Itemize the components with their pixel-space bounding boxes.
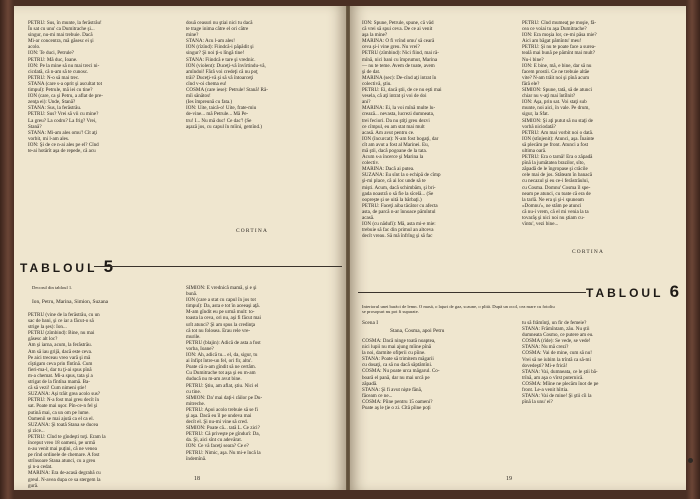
decor-note: Interiorul unei barăci de lemn. O masă, o laţuri de gaz, scaune, o plită. După un ocol, cea mare cu fotoliu se prosopuri nu pot fi suparate. [362, 304, 555, 315]
cortina-label: CORTINA [572, 249, 605, 255]
character-list: Ion, Petru, Marina, Simion, Suzana [32, 299, 109, 305]
page-number: 19 [506, 476, 512, 482]
dialogue-text: COSMA: Dacă ninge toată noaptea, nici lupii nu mai ajung mîine pînă la noi, darmite ofiţerii cu pîine. STANA: Poate să trimitem măgarii cu dosaţi, ca să nu dacă săptămîni. COSMA: Nu poate urca măgarul. Co- boară el pană, dar nu mai urcă pe zăpadă. STANA: Şi fi avut nişte fănă, făceam ce ne... COSMA: Pîine pentru 15 oameni? Poate aş le ţie o zi. Cîtă pîine poţi [362, 338, 440, 412]
tablou-heading [20, 257, 113, 277]
left-page [14, 6, 346, 490]
dialogue-text: PETRU: Cînd mumeaţ pe moşie, fă- cea ce voiai tu aşa Dumitrache? ION: Era moşia lor, ce-mi păsa mie? Aici am băgat pămîntu' meu! PETRU: Şi nu te poate face a surea- teală mai bună pe pămînt mai mult? Nu-i bine? ION: E bine, mă, e bine, dar să nu facem prostii. Ce ne trebuie altăe vite? N-am trăit noi şi pînă acum fără ele? SIMION: Spune, tată, să de atunci chiar nu v-aţi mai întîlnit? ION: Aşa, prin sat. Voi staţi sub munte, noi aici, în vale. Pe drum, sigur, la Sfat. SIMION: Şi aţi putut să nu staţi de vorbă niciodată? PETRU: Am mai vorbit noi o dată. ION (stînjenit): Atunci, aşa. Înainte să plecăm pe front. Atunci a fost ultima oară. PETRU: Era o tarnă! Era o zăpadă pînă la jumătatea brazilor, sîto, zăpadă de le îngropase şi crăcile cele mai de jos. Stăteam în banacă cu necazul şi eu ce-i ferăstrăului, cu Cosma. Domnu' Cosma îl spe- neam pe atunci, cu toate că era de la tarlă. Ne era şi şi-i spuneam «Domnu'», ne stăm pe atunci că nu-i vrem, că el mi venia la ta tovarăş şi nici noi nu ştiam cu- vîntu', vezi bine... [522, 20, 597, 228]
tablou-word: TABLOUL [20, 261, 98, 275]
tablou-heading [586, 282, 679, 302]
right-page-column-1-top [362, 20, 514, 239]
left-page-column-2-top [186, 20, 336, 130]
left-page-column-2-bottom [186, 285, 336, 462]
character-list: Stana, Cosma, apoi Petru [390, 328, 445, 334]
dialogue-text: ION: Spune, Petrule, spune, că văd că vrei să spui ceva. De ce ai venit aşa la mine? MARINA: O fi vrînd omu' să ceară ceva şi-i vine greu. Nu vrei? PETRU (zîmbind): Nici fiind, mai ră- mînă, nici bani cu împrumut, Marina — nu te teme. Avem de toate, avem şi de dat. MARINA (sec): De-cînd aţi intrat în colectivă, ştiu. PETRU: Ei, dacă ştii, de ce nu eşti mai vesela, că aţi intrat şi voi de doi ani? MARINA: Ei, la voi mînă multe lu- crează... nevasta, lucrezi dumneata, trei feciori. Da nu ştiţi greu dezvi ce cîmpul, eu am stat mai mult acasă. Am avut pentru ce. ION (încurcat): N-am fost bogaţi, dar cît am avut a fost al Marinei. Eu, mă ştii, dacă pogoane de la tata. Acum s-a încerce şi Marina la colectiv. MARINA: Dacă ai putea. SUZANA: Eu sînt la o echipă de cîmp şi-mi place, că ai loc unde să te mişti. Acum, dacă schimbăm, şi bri- gada noastră o să fie la sîcelă... (Se oopreşte şi se uită la bărbaţi.) PETRU: Faceţi aiba tăcător cu afecta asta, de parcă n-ar înnoace pămîntul acasă. ION (cu nădufi): Mă, asta mi-e mie: trebuie să fac din primul an altceva decît vreau. Să mă înfrîng şi să fac [362, 20, 442, 240]
dialogue-text: PETRU (vine de la ferăstrău, cu un sac de bani, şi ce iar a făcut-o să strige la şes): Ion... PETRU (zîmbind): Bine, nu mai găsesc alt loc? Am şi iarna, acum, la ferăstrău. Am să iau grijă, dacă este ceva. Pe aici treceau vreo vară şi mă cîştigam ceva prin fîntînă. Cum fieri-ma-l, dar tu ţi-ai spus pînă m-a chemat. Mi-a spus, tata şi a strigat de la fîntîna mamă. Ba- că să vezi! Cum nimeni ştie! SUZANA: Aşi trăit grea acolo sus? PETRU: N-a fost mai greu decît în sat. Poate mai uşor. Pîn-ce-n fel şi putină mai, ca un om pe lume. Oamenii se mai ajută ca el ca el. SUZANA: Şi toată Stana se ducea şi zice... PETRU: Cînd te gîndeşti toţi. Eram la început vreo 18 oameni, pe urmă n-au venit mai puţini, că ne venea pe rînd ordinele de chemare. A fost strînsoare Stana atunci, cu a greu şi n-a cedat. MARINA: Era de-acasă degrabă cu greul. N-avea dupa ce sa stergem la gură. [28, 312, 106, 489]
right-page-column-2-top [522, 20, 674, 227]
right-page-column-2-bottom [522, 320, 674, 405]
dialogue-text: tu să frămînţi, un fir de femeie? STANA: Frămîntam, zău. Nu ştii dumneata Cosmo, ce putere am eu. COSMA (rîde): Se vede, se vede! STANA: Nu mă crezi? COSMA: Vai de mine, cum să nu! Vrei să ne iubim la trîntă ca să-mi dovedeşti? Mi-e frică! STANA: Vai, dumneata, ce le ştii bă- trînă, am aşa o vîrst puternică. COSMA: Mîine ne plecăm înot de pe front. Le-a venit hîrtia. STANA: Vai de mine! Şi ştii cîi la pînă la unu' ei? [522, 320, 599, 406]
tablou-number: 5 [103, 257, 114, 276]
scene-label: Scena I [362, 320, 379, 326]
page-number: 18 [194, 476, 200, 482]
left-page-column-1-top [28, 20, 178, 154]
left-page-column-1-bottom [28, 312, 178, 489]
tablou-number: 6 [669, 282, 680, 301]
dialogue-text: PETRU: Sus, în munte, la ferăstrău! În sat cu unu' ca Dumitrache şi... singur, nu-mi mai trebuie. Dacă Mi-ar concentra, mă găsesc ei şi acolo. ION: Te duci, Petrule? PETRU: Mă duc, Ioane. ION: Pe la mine să nu mai treci ni- cicdată, că n-am să te cunosc. PETRU: N-o să mai trec. STANA (care s-a oprit şi ascultat tot timpul): Petrule, mă iei cu tine? ION (care, ca şi Petru, a aflat de pre- zenţa ei): Unde, Stană? STANA: Sus, la ferăstrău. PETRU: Sus? Vrei să vii cu mine? La greu? La codru? La frig? Vrei, Stană? STANA: Mi-am ales omu'! Cît aţi vorbit, mi l-am ales. ION: Şi de ce n-ai ales pe el? Cînd te-ai hotărît aşa de repede, că acu [28, 20, 103, 154]
right-page [350, 6, 686, 490]
right-page-column-1-bottom [362, 338, 514, 411]
heading-rule [358, 292, 586, 293]
tablou-word: TABLOUL [586, 286, 664, 300]
dialogue-text: două ceasuri nu ştiai nici tu dacă te trage inima către el ori către mine? STANA: Acu l-am ales! ION (rîzînd): Fiindcă-i păpădit şi singur? Şi noi ţi-s lîngă tine! STANA: Fiindcă e tare şi vrednic. ION (violent): Duceţi-vă învîrtindu-vă, amîndoi! Fără voi credeţi că nu poţ trăi? Duceţi-vă şi să vă întoarceţi cînd v-oi chema eu! COSMA (care iese): Petrule! Stană! Ră- mîi sănătos! (Ies împreună cu fata.) ION: Uite, taică-o! Uite, frate-miu de-vine... mă Petrule... Mă Pe- tru! I... Nu mă duc! Ce dac'! (Se aşază jos, cu capul în mîini, gemînd.) [186, 20, 268, 130]
cortina-label: CORTINA [236, 228, 269, 234]
decor-note: Decorul din tabloul 1. [32, 285, 73, 290]
dialogue-text: SIMION: E vrednică mamă, şi e şi bună. ION (care a stat cu capul în jos tot timpul): Da, asta e tot în aceeaşi aţă. M-am gîndit eu pe urmă mult: to- toasta la ceva, ori nu, aşi fi făcut mai urît atunci? Şi am spus la credinţa că tot nu folosea. Erau rele vre- murile. PETRU (blajin): Adică de asta a fost vorba, Ioane? ION: Ah, adică tu... el, da, sigur, tu ai înfipt între-un fel, ori fir, altu'. Poate că n-am gîndit să ne certăm. Cu Dumitrache tot aşa şi eu m-am duducă nu m-am avut bine. PETRU: Ştiu, am aflat, ştiu. Nici el cu tine. SIMION: Da' mai daţi-i răilor pe Du- mitreche. PETRU: Apoi acolo trebuie să se fi şi aşa. Dacă eu îl pe undeva mai decît el. Şi nu-mi vine să cred. SIMION: Poate că... tată L. Ce zici? PETRU: Că priveşte pe gîndurî: Da, da. Şi, aici sînt cu adevărat. ION: Ce vă faceţi seara? Ce e? PETRU: Nimic, aşa. Nu mi-e încă la îndemînă. [186, 285, 263, 462]
binding-mark [688, 458, 693, 463]
heading-rule [94, 266, 342, 267]
